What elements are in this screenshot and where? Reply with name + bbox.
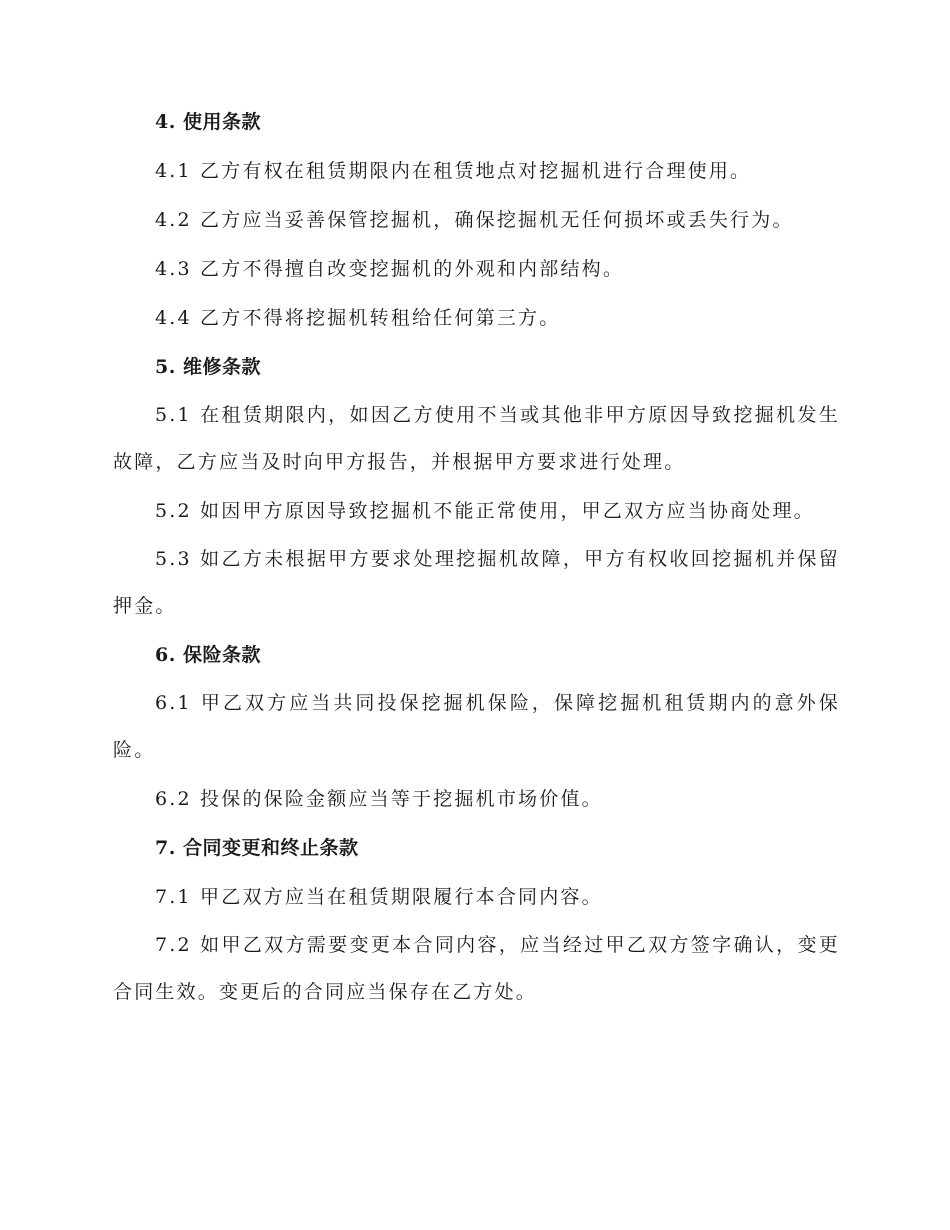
clause-5-3: 5.3 如乙方未根据甲方要求处理挖掘机故障，甲方有权收回挖掘机并保留押金。 — [113, 548, 840, 617]
clause-4-1: 4.1 乙方有权在租赁期限内在租赁地点对挖掘机进行合理使用。 — [155, 160, 752, 182]
document-page — [113, 106, 840, 1025]
section-6 — [113, 639, 840, 815]
clause-7-2: 7.2 如甲乙双方需要变更本合同内容，应当经过甲乙双方签字确认，变更合同生效。变更后的合同应当保存在乙方处。 — [113, 934, 840, 1003]
section-4 — [113, 106, 840, 334]
clause-6-2: 6.2 投保的保险金额应当等于挖掘机市场价值。 — [155, 788, 603, 810]
section-7 — [113, 832, 840, 1016]
clause-4-2: 4.2 乙方应当妥善保管挖掘机，确保挖掘机无任何损坏或丢失行为。 — [155, 209, 794, 231]
section-5 — [113, 351, 840, 630]
clause-5-2: 5.2 如因甲方原因导致挖掘机不能正常使用，甲乙双方应当协商处理。 — [155, 500, 815, 522]
clause-4-3: 4.3 乙方不得擅自改变挖掘机的外观和内部结构。 — [155, 258, 625, 280]
clause-5-1: 5.1 在租赁期限内，如因乙方使用不当或其他非甲方原因导致挖掘机发生故障，乙方应当及时向甲方报告，并根据甲方要求进行处理。 — [113, 404, 840, 473]
clause-4-4: 4.4 乙方不得将挖掘机转租给任何第三方。 — [155, 307, 561, 329]
section-heading: 5. 维修条款 — [155, 356, 261, 378]
section-heading: 6. 保险条款 — [155, 644, 261, 666]
section-heading: 7. 合同变更和终止条款 — [155, 837, 359, 859]
clause-6-1: 6.1 甲乙双方应当共同投保挖掘机保险，保障挖掘机租赁期内的意外保险。 — [113, 692, 840, 761]
section-heading: 4. 使用条款 — [155, 111, 261, 133]
clause-7-1: 7.1 甲乙双方应当在租赁期限履行本合同内容。 — [155, 886, 603, 908]
